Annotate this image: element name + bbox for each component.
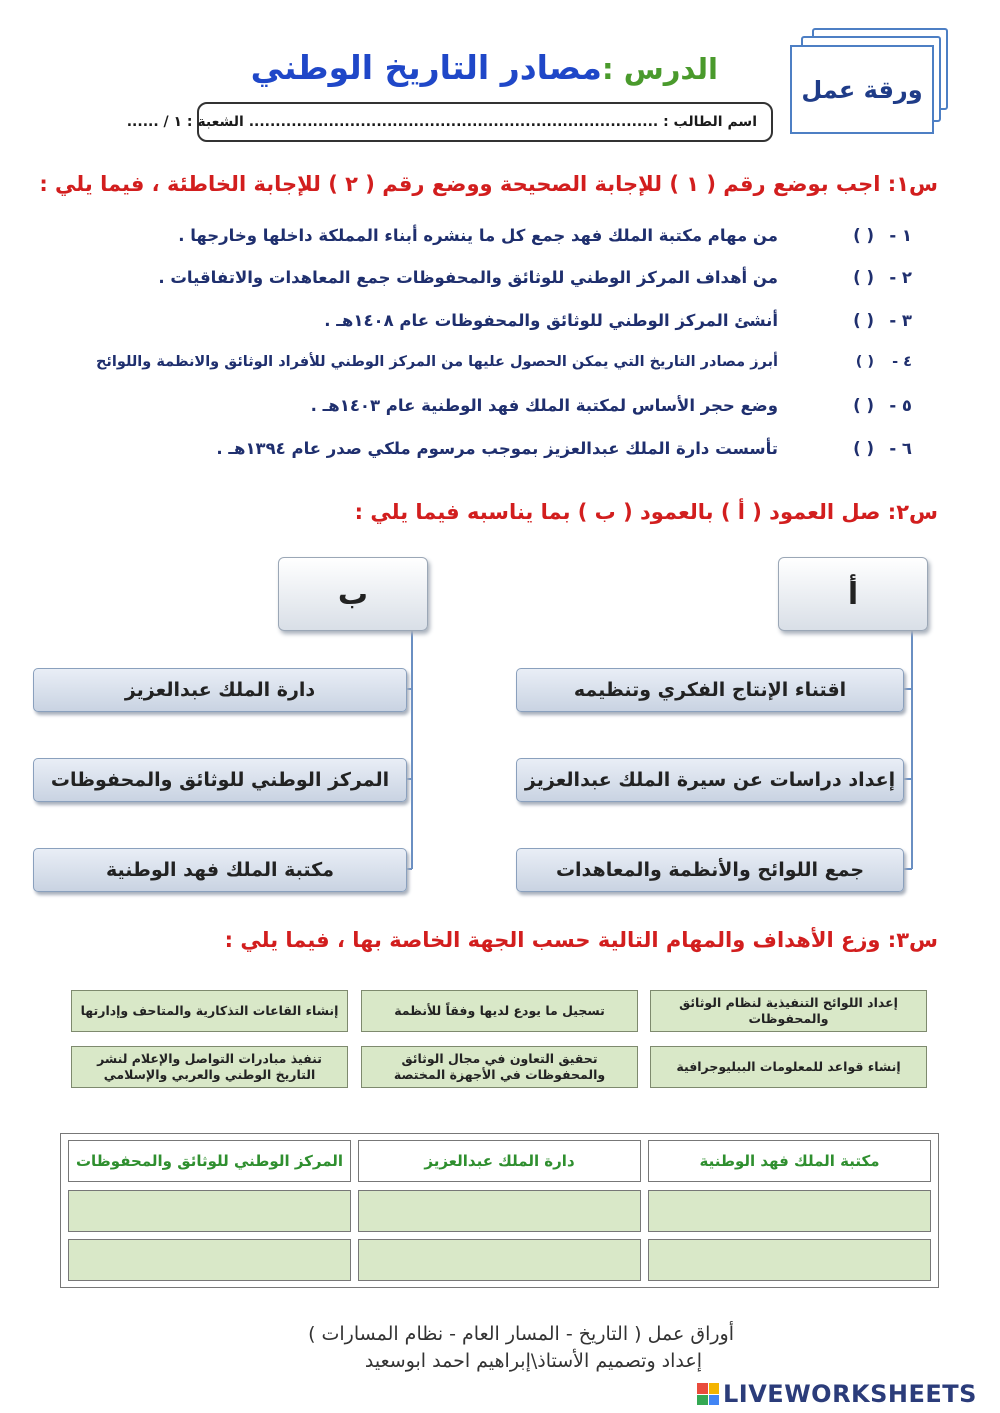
drop-zone[interactable] bbox=[68, 1239, 351, 1281]
q1-item-text: تأسست دارة الملك عبدالعزيز بموجب مرسوم ملكي صدر عام ١٣٩٤هـ . bbox=[216, 439, 778, 458]
q1-answer-blank[interactable]: ( ) bbox=[853, 226, 874, 245]
task-card[interactable]: تحقيق التعاون في مجال الوثائق والمحفوظات في الأجهزة المختصة bbox=[361, 1046, 638, 1088]
q1-item-number: ٥ - bbox=[889, 396, 912, 415]
match-a-1[interactable]: اقتناء الإنتاج الفكري وتنظيمه bbox=[516, 668, 904, 712]
match-b-1[interactable]: دارة الملك عبدالعزيز bbox=[33, 668, 407, 712]
drop-zone[interactable] bbox=[358, 1239, 641, 1281]
liveworksheets-icon bbox=[697, 1383, 719, 1405]
q1-item-text: أبرز مصادر التاريخ التي يمكن الحصول عليها من المركز الوطني للأفراد الوثائق والانظمة واللوائح bbox=[95, 354, 778, 370]
q1-answer-blank[interactable]: ( ) bbox=[853, 268, 874, 287]
q1-item-text: من مهام مكتبة الملك فهد جمع كل ما ينشره أبناء المملكة داخلها وخارجها . bbox=[178, 226, 778, 245]
q1-item-number: ٤ - bbox=[892, 354, 912, 370]
drop-zone[interactable] bbox=[68, 1190, 351, 1232]
q1-item-4 bbox=[96, 354, 912, 370]
task-card[interactable]: إنشاء قواعد للمعلومات الببليوجرافية bbox=[650, 1046, 927, 1088]
q1-item-text: وضع حجر الأساس لمكتبة الملك فهد الوطنية عام ١٤٠٣هـ . bbox=[310, 396, 778, 415]
q1-answer-blank[interactable]: ( ) bbox=[855, 354, 874, 370]
connector-line bbox=[911, 630, 913, 869]
q3-heading: س٣: وزع الأهداف والمهام التالية حسب الجهة الخاصة بها ، فيما يلي : bbox=[224, 928, 938, 952]
q1-item-number: ٦ - bbox=[889, 439, 912, 458]
drop-zone[interactable] bbox=[358, 1190, 641, 1232]
q1-answer-blank[interactable]: ( ) bbox=[853, 396, 874, 415]
q1-item-text: أنشئ المركز الوطني للوثائق والمحفوظات عام ١٤٠٨هـ . bbox=[324, 311, 778, 330]
table-header-cell: مكتبة الملك فهد الوطنية bbox=[648, 1140, 931, 1182]
match-a-3[interactable]: جمع اللوائح والأنظمة والمعاهدات bbox=[516, 848, 904, 892]
q1-heading: س١: اجب بوضع رقم ( ١ ) للإجابة الصحيحة ووضع رقم ( ٢ ) للإجابة الخاطئة ، فيما يلي : bbox=[39, 172, 938, 196]
q1-item-text: من أهداف المركز الوطني للوثائق والمحفوظات جمع المعاهدات والاتفاقيات . bbox=[158, 268, 778, 287]
match-b-2[interactable]: المركز الوطني للوثائق والمحفوظات bbox=[33, 758, 407, 802]
column-a-header: أ bbox=[778, 557, 928, 631]
drop-zone[interactable] bbox=[648, 1239, 931, 1281]
connector-line bbox=[411, 630, 413, 869]
lesson-title: مصادر التاريخ الوطني bbox=[250, 48, 602, 87]
task-card[interactable]: تسجيل ما يودع لديها وفقاً للأنظمة bbox=[361, 990, 638, 1032]
q1-item-2 bbox=[158, 268, 912, 287]
q1-answer-blank[interactable]: ( ) bbox=[853, 439, 874, 458]
worksheet-label: ورقة عمل bbox=[790, 45, 934, 134]
table-header-cell: المركز الوطني للوثائق والمحفوظات bbox=[68, 1140, 351, 1182]
q2-heading: س٢: صل العمود ( أ ) بالعمود ( ب ) بما يناسبه فيما يلي : bbox=[354, 500, 938, 524]
task-card[interactable]: إنشاء القاعات التذكارية والمتاحف وإدارتها bbox=[71, 990, 348, 1032]
q1-item-number: ٣ - bbox=[889, 311, 912, 330]
footer-line-2: إعداد وتصميم الأستاذ\إبراهيم احمد ابوسعيد bbox=[364, 1350, 702, 1372]
lesson-prefix: الدرس : bbox=[602, 52, 718, 86]
match-a-2[interactable]: إعداد دراسات عن سيرة الملك عبدالعزيز bbox=[516, 758, 904, 802]
footer-line-1: أوراق عمل ( التاريخ - المسار العام - نظام المسارات ) bbox=[308, 1323, 734, 1345]
liveworksheets-logo bbox=[697, 1380, 977, 1408]
student-info-text: اسم الطالب : ............................................................................. الشعبة : ١ / ...... bbox=[126, 114, 757, 130]
match-b-3[interactable]: مكتبة الملك فهد الوطنية bbox=[33, 848, 407, 892]
drop-zone[interactable] bbox=[648, 1190, 931, 1232]
q1-item-1 bbox=[178, 226, 912, 245]
q1-item-number: ١ - bbox=[889, 226, 912, 245]
q1-item-6 bbox=[216, 439, 912, 458]
q1-answer-blank[interactable]: ( ) bbox=[853, 311, 874, 330]
column-b-header: ب bbox=[278, 557, 428, 631]
table-header-cell: دارة الملك عبدالعزيز bbox=[358, 1140, 641, 1182]
q1-item-5 bbox=[311, 396, 912, 415]
task-card[interactable]: تنفيذ مبادرات التواصل والإعلام لنشر التاريخ الوطني والعربي والإسلامي bbox=[71, 1046, 348, 1088]
task-card[interactable]: إعداد اللوائح التنفيذية لنظام الوثائق والمحفوظات bbox=[650, 990, 927, 1032]
q1-item-3 bbox=[324, 311, 912, 330]
student-info-box[interactable] bbox=[126, 102, 773, 142]
liveworksheets-brand: LIVEWORKSHEETS bbox=[723, 1380, 977, 1408]
q1-item-number: ٢ - bbox=[889, 268, 912, 287]
